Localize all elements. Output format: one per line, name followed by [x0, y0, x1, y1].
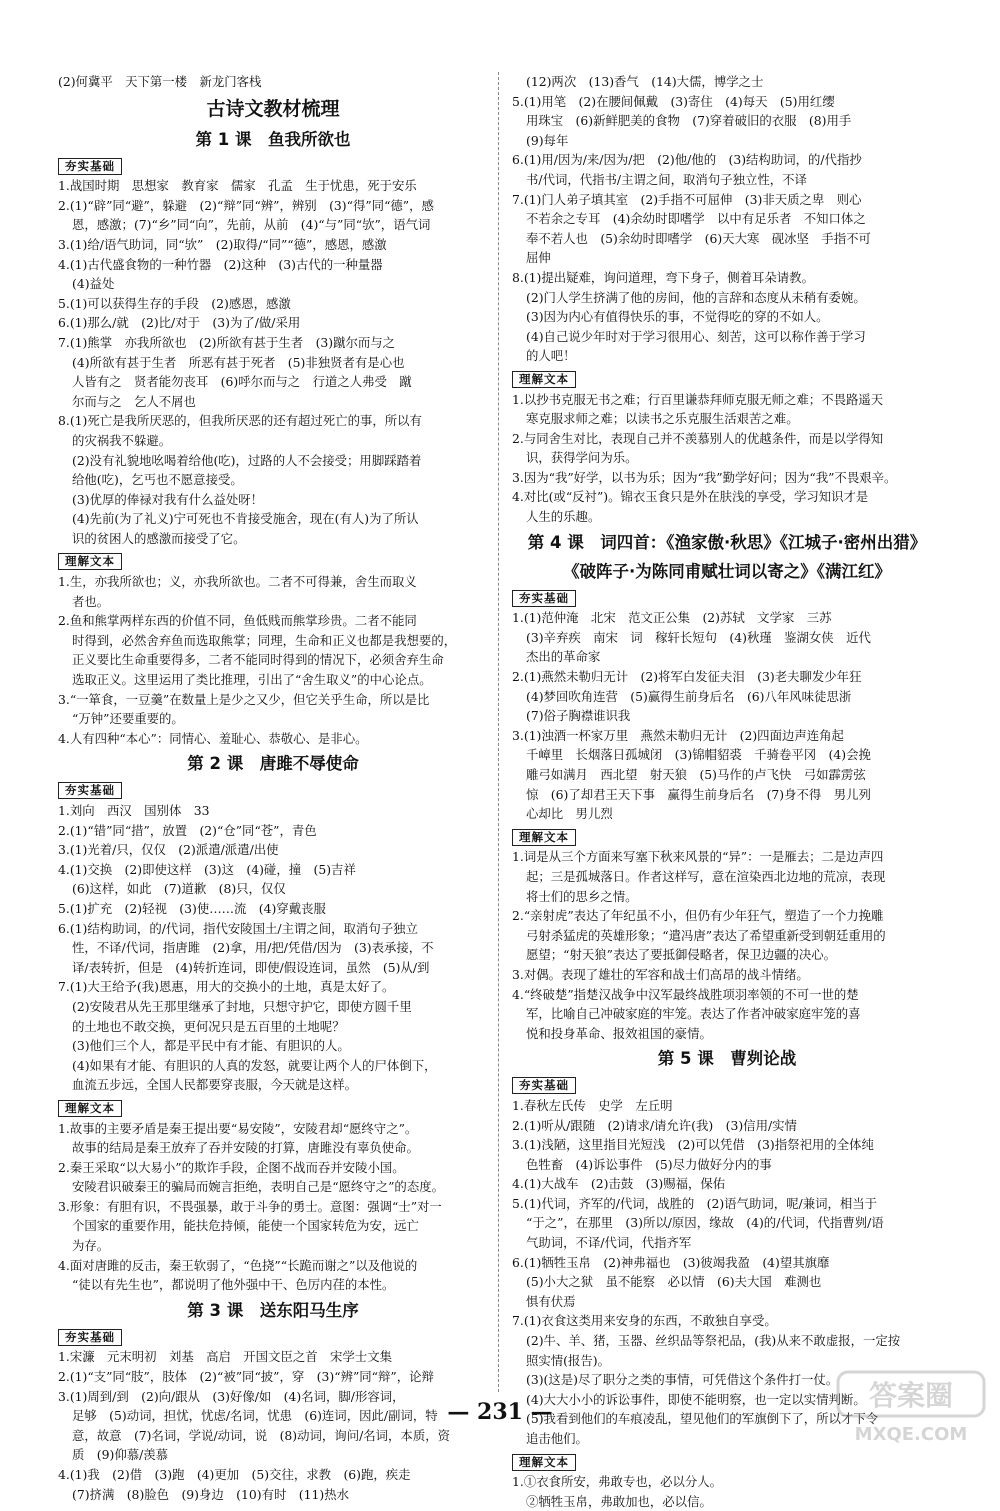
answer-line: 人生的乐趣。: [526, 509, 601, 525]
answer-line: 为存。: [72, 1238, 110, 1254]
answer-line: (2)牛、羊、猪，玉器、丝织品等祭祀品，(我)从来不敢虚报，一定按: [526, 1333, 901, 1349]
section-label-text: 理解文本: [58, 553, 122, 570]
section-label: [58, 551, 488, 571]
answer-line: (7)俗子胸襟谁识我: [526, 708, 631, 724]
section-label-text: 夯实基础: [58, 782, 122, 799]
answer-line: 血流五步远，全国人民都要穿丧服，今天就是这样。: [72, 1077, 357, 1093]
answer-line: 屈伸: [526, 250, 551, 266]
answer-line: 用珠宝 (6)新鲜肥美的食物 (7)穿着破旧的衣服 (8)用手: [526, 113, 852, 129]
answer-line: 3.(1)光着/只，仅仅 (2)派遣/派遣/出使: [58, 842, 279, 858]
answer-line: 1.生，亦我所欲也；义，亦我所欲也。二者不可得兼，舍生而取义: [58, 574, 417, 590]
section-label-text: 理解文本: [512, 829, 576, 846]
section-label: [512, 1452, 942, 1472]
answer-line: 悦和投身革命、报效祖国的豪情。: [526, 1025, 712, 1041]
answer-line: 照实情(报告)。: [526, 1352, 611, 1368]
answer-line: 6.(1)用/因为/来/因为/把 (2)他/他的 (3)结构助词，的/代指抄: [512, 152, 862, 168]
answer-line: “万钟”还要重要的。: [72, 711, 184, 727]
answer-line: 4.(1)交换 (2)即使这样 (3)这 (4)碰，撞 (5)吉祥: [58, 861, 356, 877]
section-label: [512, 1075, 942, 1095]
answer-line: 识的贫困人的感激而接受了它。: [72, 530, 246, 546]
answer-line: 选取正义。这里运用了类比推理，引出了“舍生取义”的中心论点。: [72, 672, 432, 688]
watermark-url: MXQE.COM: [854, 1424, 968, 1445]
answer-line: 2.鱼和熊掌两样东西的价值不同，鱼低贱而熊掌珍贵。二者不能同: [58, 613, 417, 629]
answer-line: 4.(1)大战车 (2)击鼓 (3)赐福，保佑: [512, 1176, 726, 1192]
lesson-title: 第 3 课 送东阳马生序: [187, 1300, 359, 1320]
answer-line: (3)(这是)尽了职分之类的事情，可凭借这个条件打一仗。: [526, 1372, 839, 1388]
column-divider: [498, 72, 499, 1392]
lesson-title: 第 5 课 曹刿论战: [657, 1049, 797, 1069]
answer-line: 故事的结局是秦王放弃了吞并安陵的打算，唐雎没有辜负使命。: [72, 1140, 419, 1156]
answer-line: (3)辛弃疾 南宋 词 稼轩长短句 (4)秋瑾 鉴湖女侠 近代: [526, 629, 871, 645]
section-label-text: 夯实基础: [58, 158, 122, 175]
answer-line: 4.对比(或“反衬”)。锦衣玉食只是外在肤浅的享受，学习知识才是: [512, 489, 869, 505]
answer-line: (5)小大之狱 虽不能察 必以情 (6)夫大国 难测也: [526, 1274, 822, 1290]
answer-line: 识，获得学问为乐。: [526, 450, 638, 466]
answer-line: 7.(1)衣食这类用来安身的东西，不敢独自享受。: [512, 1313, 777, 1329]
answer-line: 书/代词，代指书/主谓之间，取消句子独立性，不译: [526, 171, 807, 187]
answer-line: 足够 (5)动词，担忧，忧虑/名词，忧患 (6)连词，因此/副词，特: [72, 1408, 438, 1424]
answer-line: (3)优厚的俸禄对我有什么益处呀！: [72, 491, 264, 507]
answer-line: (4)先前(为了礼义)宁可死也不肯接受施舍，现在(有人)为了所认: [72, 511, 419, 527]
answer-line: 军，比喻自己冲破家庭的牢笼。表达了作者冲破家庭牢笼的喜: [526, 1006, 861, 1022]
answer-line: ②牺牲玉帛，弗敢加也，必以信。: [526, 1493, 712, 1509]
section-label-text: 夯实基础: [512, 1077, 576, 1094]
section-label: [58, 780, 488, 800]
answer-line: (4)如果有才能、有胆识的人真的发怒，就要让两个人的尸体倒下，: [72, 1057, 437, 1073]
answer-line: 给他(吃)，乞丐也不愿意接受。: [72, 472, 243, 488]
section-label-text: 理解文本: [58, 1100, 122, 1117]
answer-line: 4.(1)我 (2)借 (3)跑 (4)更加 (5)交往，求教 (6)跑，疾走: [58, 1467, 411, 1482]
answer-line: 寒克服求师之难；以读书之乐克服生活艰苦之难。: [526, 411, 799, 427]
answer-line: 安陵君识破秦王的骗局而婉言拒绝，表明自己是“愿终守之”的态度。: [72, 1179, 444, 1195]
answer-line: (12)两次 (13)香气 (14)大儒，博学之士: [526, 74, 764, 89]
answer-line: 惊 (6)了却君王天下事 赢得生前身后名 (7)身不得 男儿列: [526, 786, 871, 802]
answer-line: 者也。: [72, 593, 110, 609]
answer-line: 8.(1)提出疑难，询问道理，弯下身子，侧着耳朵请教。: [512, 269, 814, 285]
section-label-text: 夯实基础: [58, 1329, 122, 1346]
section-label: [512, 588, 942, 608]
chapter-title: 古诗文教材梳理: [206, 97, 340, 120]
answer-line: (6)这样，如此 (7)道歉 (8)只，仅仅: [72, 881, 286, 897]
answer-line: 6.(1)结构助词，的/代词，指代安陵国土/主谓之间，取消句子独立: [58, 920, 418, 936]
answer-line: 尔而与之 乞人不屑也: [72, 393, 196, 409]
answer-line: 1.刘向 西汉 国别体 33: [58, 803, 210, 818]
answer-line: (4)益处: [72, 276, 115, 292]
lesson-title: 第 4 课 词四首：《渔家傲·秋思》《江城子·密州出猎》: [527, 532, 927, 552]
answer-line: 2.(1)听从/跟随 (2)请求/请允许(我) (3)信用/实情: [512, 1117, 797, 1133]
answer-line: 3.(1)浅陋，这里指目光短浅 (2)可以凭借 (3)指祭祀用的全体纯: [512, 1137, 874, 1153]
answer-line: 3.(1)给/语气助词，同“欤” (2)取得/“同”“德”，感恩，感激: [58, 236, 387, 252]
answer-line: 奉不若人也 (5)余幼时即嗜学 (6)天大寒 砚冰坚 手指不可: [526, 230, 871, 246]
answer-line: (2)何冀平 天下第一楼 新龙门客栈: [58, 74, 262, 89]
answer-line: 1.①衣食所安，弗敢专也，必以分人。: [512, 1474, 723, 1490]
answer-line: 3.因为“我”好学，以书为乐；因为“我”勤学好问；因为“我”不畏艰辛。: [512, 469, 897, 485]
answer-line: 6.(1)牺牲玉帛 (2)神弗福也 (3)彼竭我盈 (4)望其旗靡: [512, 1254, 830, 1270]
answer-line: 气助词，不译/代词，代指齐军: [526, 1235, 692, 1251]
answer-line: 追击他们。: [526, 1431, 588, 1446]
section-label-text: 夯实基础: [512, 590, 576, 607]
answer-line: 2.(1)燕然未勒归无计 (2)将军白发征夫泪 (3)老夫聊发少年狂: [512, 669, 862, 685]
answer-line: 2.“亲射虎”表达了年纪虽不小，但仍有少年狂气，塑造了一个力挽雕: [512, 908, 884, 924]
answer-line: (3)因为内心有值得快乐的事，不觉得吃的穿的不如人。: [526, 309, 829, 325]
answer-line: (4)梦回吹角连营 (5)赢得生前身后名 (6)八年风味徒思浙: [526, 688, 852, 704]
page-number: — 231 —: [447, 1399, 553, 1425]
answer-line: (2)没有礼貌地吆喝着给他(吃)，过路的人不会接受；用脚踩踏着: [72, 452, 422, 468]
answer-line: 1.宋濂 元末明初 刘基 高启 开国文臣之首 宋学士文集: [58, 1349, 392, 1365]
answer-line: (7)挤满 (8)脸色 (9)身边 (10)有时 (11)热水: [72, 1486, 349, 1502]
answer-line: 5.(1)扩充 (2)轻视 (3)使……流 (4)穿戴丧服: [58, 900, 326, 916]
answer-line: 7.(1)熊掌 亦我所欲也 (2)所欲有甚于生者 (3)蹴尔而与之: [58, 334, 396, 350]
answer-line: 的土地也不敢交换，更何况只是五百里的土地呢？: [72, 1018, 345, 1034]
lesson-title: 第 2 课 唐雎不辱使命: [187, 754, 359, 774]
answer-line: 2.与同舍生对比，表现自己并不羡慕别人的优越条件，而是以学得知: [512, 430, 884, 446]
answer-line: 3.对偶。表现了雄壮的军容和战士们高昂的战斗情绪。: [512, 966, 809, 982]
section-label: [512, 827, 942, 847]
answer-line: 2.(1)“错”同“措”，放置 (2)“仓”同“苍”，青色: [58, 822, 317, 838]
answer-line: 5.(1)用笔 (2)在腰间佩戴 (3)寄住 (4)每天 (5)用红缨: [512, 93, 835, 109]
answer-line: (2)安陵君从先王那里继承了封地，只想守护它，即使方圆千里: [72, 998, 412, 1014]
answer-line: 意，故意 (7)名词，学说/动词，说 (8)动词，询问/名词，本质，资: [72, 1427, 450, 1443]
answer-line: 心却比 男儿烈: [526, 806, 613, 822]
answer-line: 译/表转折，但是 (4)转折连词，即使/假设连词，虽然 (5)从/到: [72, 959, 430, 975]
section-label: [512, 369, 942, 389]
answer-line: (3)他们三个人，都是平民中有才能、有胆识的人。: [72, 1038, 350, 1054]
answer-line: 人皆有之 贤者能勿丧耳 (6)呼尔而与之 行道之人弗受 蹴: [72, 374, 412, 390]
answer-line: 4.(1)古代盛食物的一种竹器 (2)这种 (3)古代的一种量器: [58, 256, 383, 272]
answer-line: (5)我看到他们的车痕凌乱，望见他们的军旗倒下了，所以才下令: [526, 1411, 879, 1427]
answer-line: 6.(1)那么/就 (2)比/对于 (3)为了/做/采用: [58, 315, 301, 331]
answer-line: 弓射杀猛虎的英雄形象；“遣冯唐”表达了希望重新受到朝廷重用的: [526, 927, 886, 943]
answer-line: 正义要比生命重要得多，二者不能同时得到的情况下，必须舍弃生命: [72, 652, 444, 668]
answer-line: 8.(1)死亡是我所厌恶的，但我所厌恶的还有超过死亡的事，所以有: [58, 413, 422, 429]
answer-line: 恩，感激；(7)“乡”同“向”，先前，从前 (4)“与”同“欤”，语气词: [72, 217, 431, 233]
answer-line: 1.春秋左氏传 史学 左丘明: [512, 1097, 673, 1113]
answer-line: 惧有伏焉: [526, 1293, 576, 1309]
answer-line: 时得到，必然舍弃鱼而选取熊掌；同理，生命和正义也都是我想要的，: [72, 632, 457, 648]
lesson-title: 《破阵子·为陈同甫赋壮词以寄之》《满江红》: [562, 561, 892, 581]
section-label: [58, 156, 488, 176]
answer-line: 2.(1)“支”同“肢”，肢体 (2)“被”同“披”，穿 (3)“辨”同“辩”，论辩: [58, 1369, 434, 1385]
section-label-text: 理解文本: [512, 371, 576, 388]
answer-line: 2.(1)“辟”同“避”，躲避 (2)“辩”同“辨”，辨别 (3)“得”同“德”，感: [58, 197, 434, 213]
answer-line: 3.(1)周到/到 (2)向/跟从 (3)好像/如 (4)名词，脚/形容词，: [58, 1388, 405, 1404]
answer-line: (4)自己说少年时对于学习很用心、刻苦，这可以称作善于学习: [526, 328, 866, 344]
answer-line: 1.以抄书克服无书之难；行百里谦恭拜师克服无师之难；不畏路遥天: [512, 391, 884, 407]
section-label: [58, 1327, 488, 1347]
answer-line: “徒以有先生也”，都说明了他外强中干、色厉内荏的本性。: [72, 1277, 395, 1293]
watermark-logo: [836, 1368, 986, 1446]
answer-line: 4.“终破楚”指楚汉战争中汉军最终战胜项羽率领的不可一世的楚: [512, 986, 859, 1002]
answer-line: 色牲畜 (4)诉讼事件 (5)尽力做好分内的事: [526, 1156, 772, 1172]
answer-line: 3.形象：有胆有识，不畏强暴，敢于斗争的勇士。意图：强调“士”对一: [58, 1198, 442, 1214]
answer-line: 1.词是从三个方面来写塞下秋来风景的“异”：一是雁去；二是边声四: [512, 849, 884, 865]
answer-line: 2.秦王采取“以大易小”的欺诈手段，企图不战而吞并安陵小国。: [58, 1159, 405, 1175]
answer-line: (4)所欲有甚于生者 所恶有甚于死者 (5)非独贤者有是心也: [72, 354, 405, 370]
answer-line: “于之”，在那里 (3)所以/原因，缘故 (4)的/代词，代指曹刿/语: [526, 1215, 884, 1231]
answer-line: 性，不译/代词，指唐雎 (2)拿，用/把/凭借/因为 (3)表承接，不: [72, 940, 434, 956]
answer-line: 3.(1)浊酒一杯家万里 燕然未勒归无计 (2)四面边声连角起: [512, 727, 844, 743]
answer-line: 5.(1)代词，齐军的/代词，战胜的 (2)语气助词，呢/兼词，相当于: [512, 1195, 878, 1211]
answer-line: 4.面对唐雎的反击，秦王软弱了，“色挠”“长跪而谢之”以及他说的: [58, 1257, 418, 1273]
answer-line: (9)每年: [526, 132, 569, 148]
answer-line: 1.(1)范仲淹 北宋 范文正公集 (2)苏轼 文学家 三苏: [512, 610, 832, 626]
left-column: [58, 72, 488, 1504]
lesson-title: 第 1 课 鱼我所欲也: [195, 129, 351, 149]
answer-line: 1.故事的主要矛盾是秦王提出要“易安陵”，安陵君却“愿终守之”。: [58, 1120, 418, 1136]
answer-line: 5.(1)可以获得生存的手段 (2)感恩，感激: [58, 295, 291, 311]
answer-line: 不若余之专耳 (4)余幼时即嗜学 以中有足乐者 不知口体之: [526, 211, 866, 227]
answer-line: 7.(1)大王给予(我)恩惠，用大的交换小的土地，真是太好了。: [58, 979, 395, 995]
section-label: [58, 1098, 488, 1118]
answer-line: (2)门人学生挤满了他的房间，他的言辞和态度从未稍有委婉。: [526, 289, 866, 305]
answer-line: 质 (9)仰慕/羡慕: [72, 1447, 169, 1463]
answer-line: (4)大大小小的诉讼事件，即使不能明察，也一定以实情判断。: [526, 1391, 866, 1407]
answer-line: 杰出的革命家: [526, 649, 601, 665]
answer-line: 7.(1)门人弟子填其室 (2)手指不可屈伸 (3)非天质之卑 则心: [512, 191, 862, 207]
answer-line: 3.“一箪食，一豆羹”在数量上是少之又少，但它关乎生命，所以是比: [58, 691, 430, 707]
answer-line: 将士们的思乡之情。: [526, 888, 638, 904]
watermark-logo-text: 答案圈: [868, 1379, 954, 1412]
answer-line: 起；三是孤城落日。作者这样写，意在渲染西北边地的荒凉，表现: [526, 868, 886, 884]
answer-line: 个国家的重要作用，能扶危持倾，能使一个国家转危为安，远亡: [72, 1218, 419, 1234]
section-label-text: 理解文本: [512, 1454, 576, 1471]
answer-line: 的人吧！: [526, 348, 576, 364]
answer-line: 4.人有四种“本心”：同情心、羞耻心、恭敬心、是非心。: [58, 730, 368, 746]
answer-line: 愿望；“射天狼”表达了要抵御侵略者，保卫边疆的决心。: [526, 947, 837, 963]
answer-line: 1.战国时期 思想家 教育家 儒家 孔孟 生于忧患，死于安乐: [58, 178, 417, 194]
answer-line: 的灾祸我不躲避。: [72, 432, 172, 448]
answer-line: 千嶂里 长烟落日孤城闭 (3)锦帽貂裘 千骑卷平冈 (4)会挽: [526, 747, 871, 763]
answer-line: 雕弓如满月 西北望 射天狼 (5)马作的卢飞快 弓如霹雳弦: [526, 767, 866, 782]
right-column: [512, 72, 942, 1511]
